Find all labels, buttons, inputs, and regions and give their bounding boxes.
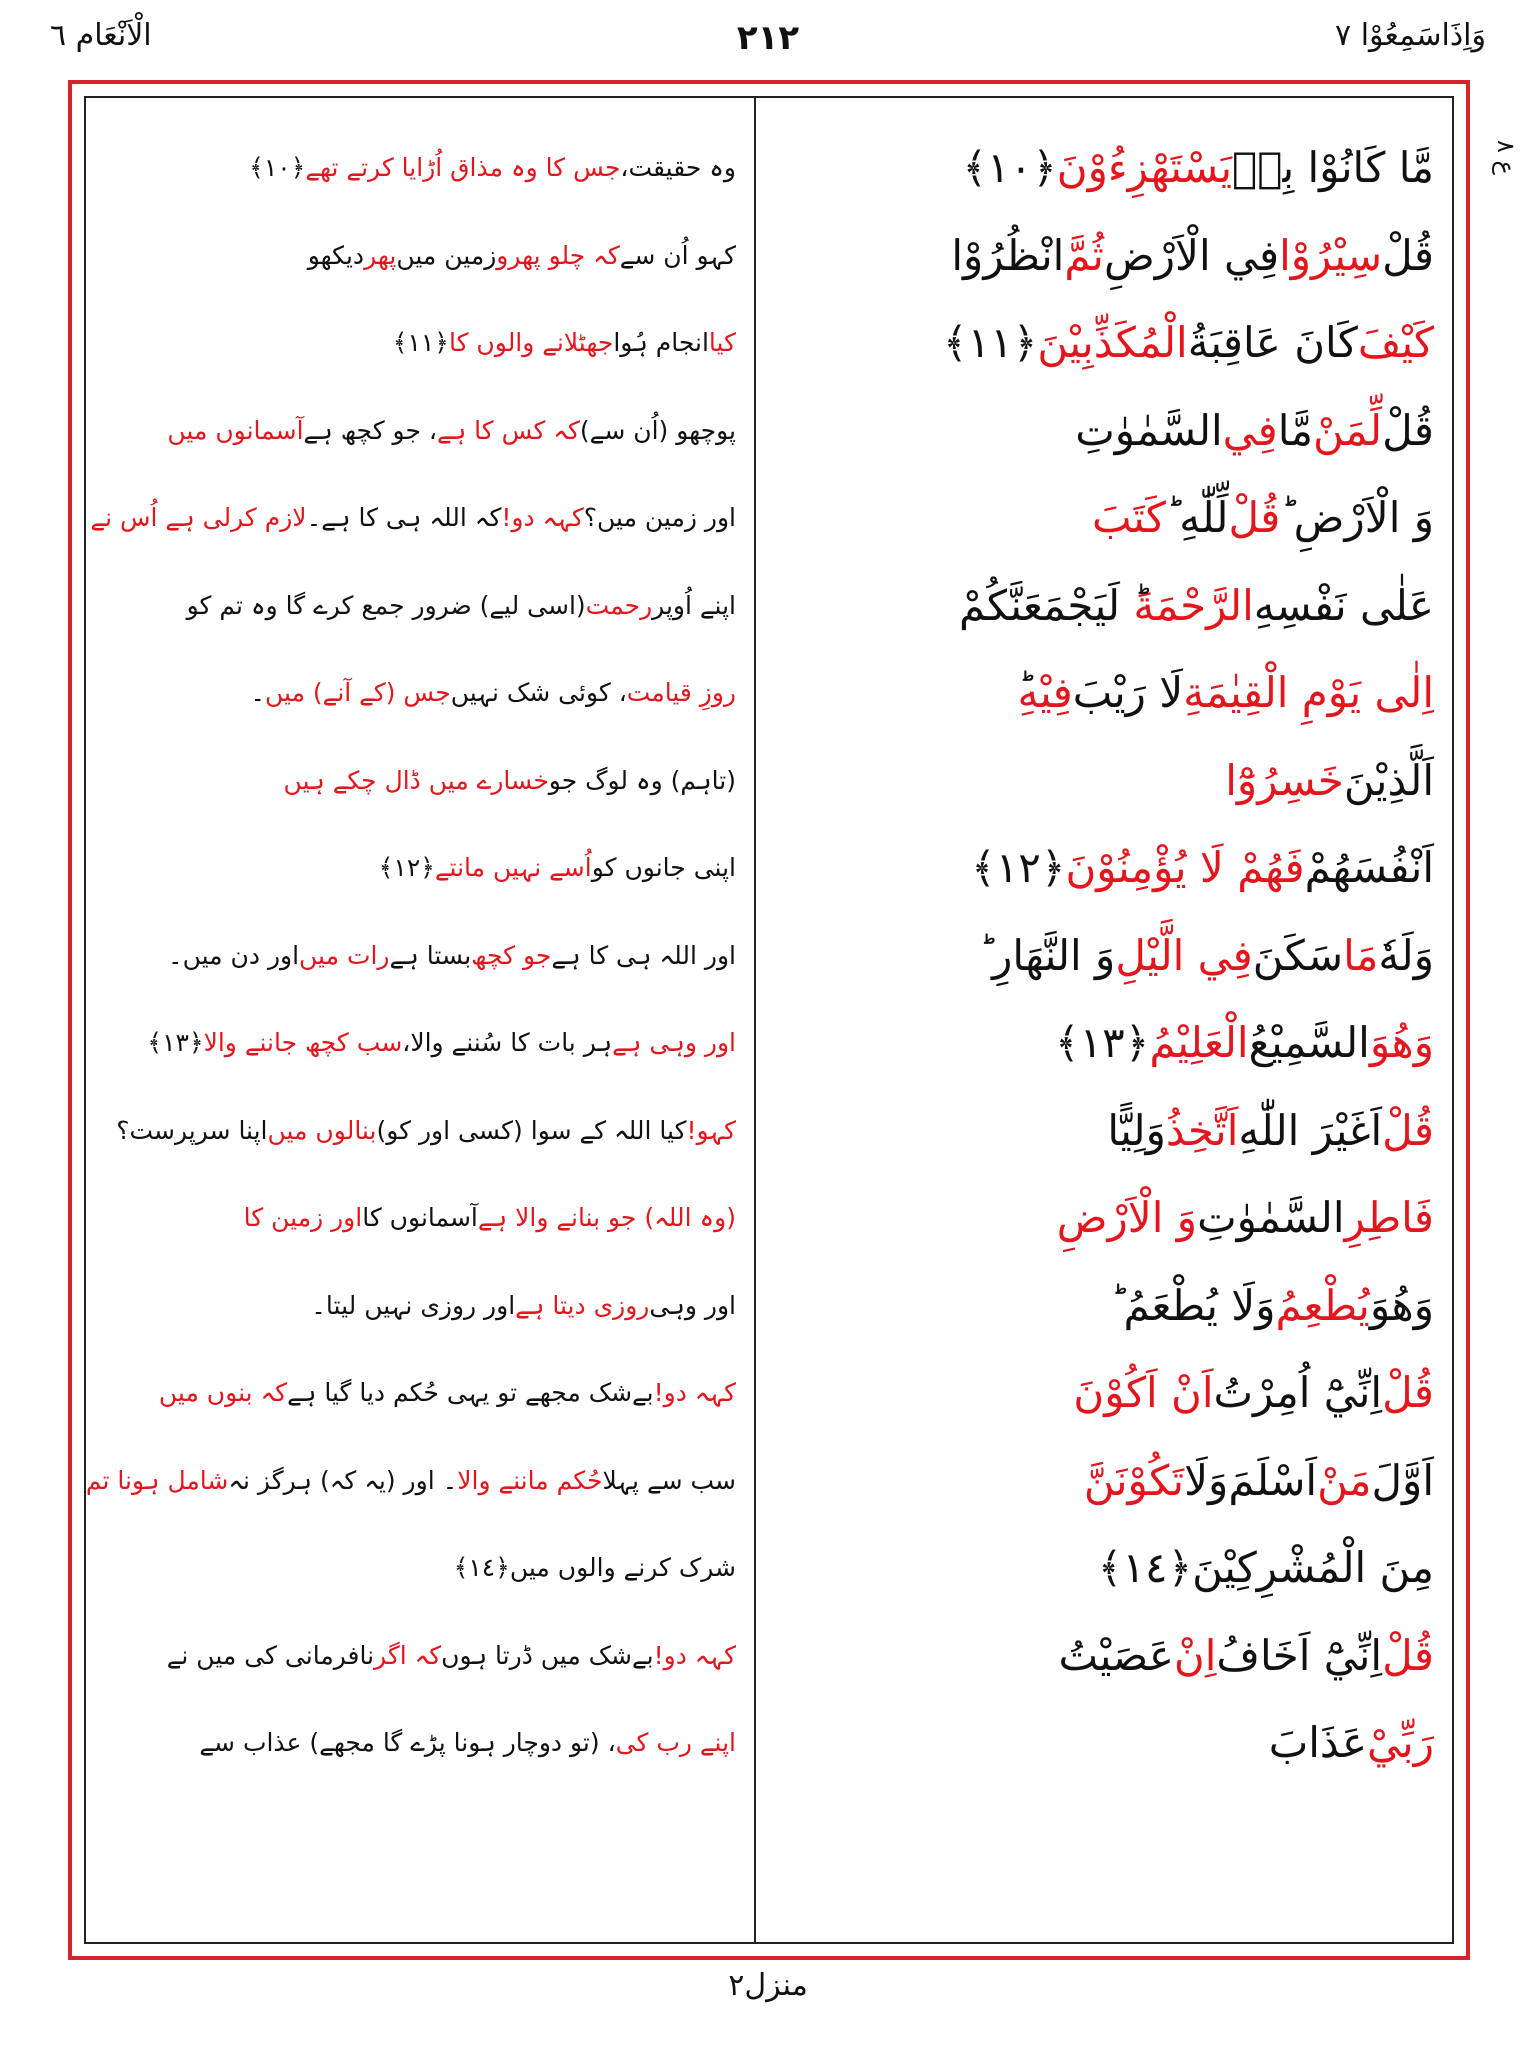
highlighted-segment: كَيْفَ [1357, 318, 1434, 368]
highlighted-segment: کہہ دو! [653, 1378, 736, 1408]
highlighted-segment: جس (کے آنے) میں [265, 678, 451, 708]
highlighted-segment: اپنے رب کی [615, 1728, 736, 1758]
highlighted-segment: مَا [1343, 930, 1379, 980]
text-segment: اَسْلَمَ [1228, 1455, 1318, 1505]
ruku-mark: ع ٨ [1492, 140, 1520, 175]
text-segment: ﴿١٣﴾ [1055, 1018, 1150, 1068]
urdu-line [104, 1612, 736, 1700]
urdu-line [104, 824, 736, 912]
urdu-line [104, 1087, 736, 1175]
arabic-line [770, 387, 1434, 475]
highlighted-segment: شامل ہونا تم [85, 1465, 229, 1495]
highlighted-segment: رات میں [299, 940, 390, 970]
urdu-translation-column [85, 124, 736, 1787]
highlighted-segment: فِي [1222, 405, 1278, 455]
text-segment: ﴿١٠﴾ [249, 153, 306, 183]
highlighted-segment: کہہ دو! [501, 503, 584, 533]
highlighted-segment: کہ چلو پھرو [496, 240, 620, 270]
text-segment: نافرمانی کی میں نے [166, 1640, 375, 1670]
highlighted-segment: وَهُوَ [1369, 1018, 1434, 1068]
arabic-line [770, 912, 1434, 1000]
page-number: ٢١٢ [736, 18, 800, 58]
highlighted-segment: حُکم ماننے والا [457, 1465, 603, 1495]
highlighted-segment: فَهُمْ لَا يُؤْمِنُوْنَ [1065, 843, 1305, 893]
highlighted-segment: روزی دیتا ہے [515, 1290, 650, 1320]
arabic-line [770, 1087, 1434, 1175]
arabic-line [770, 562, 1434, 650]
highlighted-segment: قُلْ [1382, 1630, 1434, 1680]
arabic-line [770, 999, 1434, 1087]
highlighted-segment: اَتَّخِذُ [1165, 1105, 1239, 1155]
highlighted-segment: کیا [708, 328, 736, 358]
text-segment: وَلَا [1184, 1455, 1229, 1505]
urdu-line [104, 387, 736, 475]
text-segment: السَّمِيْعُ [1248, 1018, 1370, 1068]
text-segment: ﴿١١﴾ [943, 318, 1038, 368]
manzil-label: منزل٢ [728, 1968, 808, 2003]
arabic-line [770, 1262, 1434, 1350]
text-segment: وَلَا يُطْعَمُ ؕ [1110, 1280, 1276, 1330]
highlighted-segment: مَنْ [1317, 1455, 1372, 1505]
text-segment: اَنْفُسَهُمْ [1304, 843, 1434, 893]
highlighted-segment: کہ کس کا ہے [436, 415, 580, 445]
text-segment: ، (تو دوچار ہونا پڑے گا مجھے) عذاب سے [199, 1728, 616, 1758]
text-segment: ، کوئی شک نہیں [450, 678, 627, 708]
text-segment: لَا رَيْبَ [1072, 668, 1184, 718]
text-segment: ۔ اور (یہ کہ) ہرگز نہ [228, 1465, 458, 1495]
text-segment: ﴿١١﴾ [392, 328, 449, 358]
urdu-line [104, 1349, 736, 1437]
urdu-line [104, 737, 736, 825]
text-segment: سب سے پہلا [602, 1465, 736, 1495]
highlighted-segment: اور وہی ہے [612, 1028, 736, 1058]
text-segment: شرک کرنے والوں میں [509, 1553, 736, 1583]
column-divider [754, 98, 756, 1942]
urdu-line [104, 1524, 736, 1612]
highlighted-segment: بنالوں میں [267, 1115, 377, 1145]
text-segment: اور دن میں۔ [167, 940, 300, 970]
highlighted-segment: يُطْعِمُ [1275, 1280, 1370, 1330]
arabic-line [770, 124, 1434, 212]
text-segment: لِّلّٰهِ ؕ [1165, 493, 1229, 543]
text-segment: کیا اللہ کے سوا (کسی اور کو) [376, 1115, 687, 1145]
highlighted-segment: کہو! [686, 1115, 736, 1145]
text-segment: انْظُرُوْا [951, 230, 1065, 280]
arabic-line [770, 737, 1434, 825]
urdu-line [104, 124, 736, 212]
text-segment: مِنَ الْمُشْرِكِيْنَ [1192, 1543, 1434, 1593]
highlighted-segment: فَاطِرِ [1344, 1193, 1434, 1243]
text-segment: وَ الْاَرْضِ ؕ [1280, 493, 1434, 543]
text-segment: اِنِّيْٓ اُمِرْتُ [1213, 1368, 1383, 1418]
text-segment: قُلْ [1382, 230, 1434, 280]
arabic-line [770, 1699, 1434, 1787]
text-segment: ﴿١٢﴾ [378, 853, 435, 883]
text-segment: (تاہم) وہ لوگ جو [548, 765, 736, 795]
arabic-line [770, 1174, 1434, 1262]
text-segment: ، جو کچھ ہے [303, 415, 437, 445]
highlighted-segment: قُلْ [1228, 493, 1281, 543]
text-segment: قُلْ [1382, 405, 1434, 455]
text-segment: عَلٰى نَفْسِهِ [1253, 580, 1434, 630]
urdu-line [90, 474, 736, 562]
text-segment: ﴿١٤﴾ [1097, 1543, 1193, 1593]
highlighted-segment: لازم کرلی ہے اُس نے [90, 503, 307, 533]
highlighted-segment: کہہ دو! [653, 1640, 736, 1670]
highlighted-segment: رحمت [585, 590, 653, 620]
text-segment: ۔ [250, 678, 265, 708]
urdu-line [104, 649, 736, 737]
arabic-line [770, 1524, 1434, 1612]
text-segment: اَغَيْرَ اللّٰهِ [1238, 1105, 1383, 1155]
text-segment: آسمانوں کا [362, 1203, 478, 1233]
highlighted-segment: رَبِّيْ [1367, 1718, 1434, 1768]
urdu-line [104, 1699, 736, 1787]
text-segment: اور وہی [649, 1290, 736, 1320]
para-name: وَاِذَاسَمِعُوْا ٧ [1335, 18, 1486, 53]
highlighted-segment: اَنْ اَكُوْنَ [1073, 1368, 1214, 1418]
text-segment: سَكَنَ [1252, 930, 1344, 980]
urdu-line [104, 999, 736, 1087]
highlighted-segment: كَتَبَ [1091, 493, 1166, 543]
urdu-line [104, 912, 736, 1000]
highlighted-segment: پھر [364, 240, 397, 270]
highlighted-segment: جو کچھ [471, 940, 552, 970]
arabic-line [770, 649, 1434, 737]
text-segment: ﴿١٤﴾ [453, 1553, 510, 1583]
text-segment: ﴿١٠﴾ [962, 143, 1057, 193]
text-segment: (اسی لیے) ضرور جمع کرے گا وہ تم کو [186, 590, 586, 620]
highlighted-segment: وَ الْاَرْضِ [1056, 1193, 1198, 1243]
highlighted-segment: اِلٰى يَوْمِ الْقِيٰمَةِ [1183, 668, 1434, 718]
highlighted-segment: تَكُوْنَنَّ [1083, 1455, 1185, 1505]
arabic-line [770, 1437, 1434, 1525]
highlighted-segment: جھٹلانے والوں کا [448, 328, 614, 358]
highlighted-segment: آسمانوں میں [167, 415, 304, 445]
urdu-line [104, 1262, 736, 1350]
text-segment: پوچھو (اُن سے) [579, 415, 736, 445]
highlighted-segment: اِنْ [1173, 1630, 1217, 1680]
text-segment: ﴿١٣﴾ [147, 1028, 204, 1058]
text-segment: بےشک میں ڈرتا ہوں [441, 1640, 654, 1670]
highlighted-segment: سِيْرُوْا [1279, 230, 1383, 280]
urdu-line [104, 212, 736, 300]
highlighted-segment: الرَّحْمَةَ [1133, 580, 1254, 630]
text-segment: اپنی جانوں کو [591, 853, 736, 883]
highlighted-segment: قُلْ [1382, 1105, 1434, 1155]
text-segment: مَّا كَانُوْا بِهٖ [1232, 143, 1434, 193]
urdu-line [104, 562, 736, 650]
highlighted-segment: فِي الَّيْلِ [1115, 930, 1253, 980]
text-segment: وَهُوَ [1369, 1280, 1434, 1330]
highlighted-segment: قُلْ [1382, 1368, 1434, 1418]
text-segment: ہر بات کا سُننے والا، [402, 1028, 613, 1058]
text-segment: السَّمٰوٰتِ [1197, 1193, 1345, 1243]
highlighted-segment: خسارے میں ڈال چکے ہیں [283, 765, 549, 795]
highlighted-segment: الْعَلِيْمُ [1149, 1018, 1249, 1068]
highlighted-segment: يَسْتَهْزِءُوْنَ [1056, 143, 1233, 193]
arabic-line [770, 824, 1434, 912]
highlighted-segment: لِّمَنْ [1313, 405, 1383, 455]
text-segment: وہ حقیقت، [620, 153, 736, 183]
text-segment: زمین میں [396, 240, 497, 270]
arabic-line [770, 1349, 1434, 1437]
highlighted-segment: الْمُكَذِّبِيْنَ [1037, 318, 1188, 368]
highlighted-segment: روزِ قیامت [626, 678, 736, 708]
highlighted-segment: اور زمین کا [243, 1203, 363, 1233]
text-segment: مَّا [1277, 405, 1314, 455]
text-segment: بستا ہے [389, 940, 472, 970]
text-segment: السَّمٰوٰتِ [1075, 405, 1223, 455]
text-segment: ﴿١٢﴾ [971, 843, 1066, 893]
text-segment: اَوَّلَ [1371, 1455, 1434, 1505]
text-segment: فِي الْاَرْضِ [1103, 230, 1280, 280]
surah-name: الْاَنْعَام ٦ [50, 18, 152, 53]
text-segment: دیکھو [307, 240, 365, 270]
arabic-line [770, 474, 1434, 562]
highlighted-segment: (وہ اللہ) جو بنانے والا ہے [477, 1203, 736, 1233]
text-segment: ؕ لَيَجْمَعَنَّكُمْ [959, 580, 1134, 630]
text-segment: عَذَابَ [1268, 1718, 1368, 1768]
highlighted-segment: جس کا وہ مذاق اُڑایا کرتے تھے [305, 153, 621, 183]
highlighted-segment: فِيْهِ [1017, 668, 1073, 718]
arabic-line [770, 212, 1434, 300]
highlighted-segment: کہ بنوں میں [158, 1378, 288, 1408]
text-segment: وَ النَّهَارِ ؕ [978, 930, 1116, 980]
text-segment: اور اللہ ہی کا ہے [551, 940, 736, 970]
urdu-line [85, 1437, 736, 1525]
highlighted-segment: ثُمَّ [1064, 230, 1104, 280]
text-segment: وَلِيًّا [1107, 1105, 1166, 1155]
text-segment: اپنا سرپرست؟ [116, 1115, 268, 1145]
text-segment: انجام ہُوا [613, 328, 709, 358]
highlighted-segment: کہ اگر [374, 1640, 442, 1670]
urdu-line [104, 1174, 736, 1262]
text-segment: كَانَ عَاقِبَةُ [1187, 318, 1358, 368]
highlighted-segment: اُسے نہیں مانتے [434, 853, 592, 883]
arabic-line [770, 299, 1434, 387]
text-segment: اور روزی نہیں لیتا۔ [311, 1290, 516, 1320]
text-segment: عَصَيْتُ [1058, 1630, 1174, 1680]
text-segment: کہ اللہ ہی کا ہے۔ [306, 503, 502, 533]
arabic-text-column [770, 124, 1434, 1787]
arabic-line [770, 1612, 1434, 1700]
text-segment: وَلَهٗ [1378, 930, 1434, 980]
highlighted-segment: خَسِرُوْٓا [1225, 755, 1344, 805]
text-segment: اَلَّذِيْنَ [1343, 755, 1434, 805]
text-segment: کہو اُن سے [619, 240, 736, 270]
urdu-line [104, 299, 736, 387]
text-segment: بےشک مجھے تو یہی حُکم دیا گیا ہے [287, 1378, 654, 1408]
highlighted-segment: سب کچھ جاننے والا [203, 1028, 403, 1058]
text-segment: اِنِّيْٓ اَخَافُ [1216, 1630, 1383, 1680]
text-segment: اپنے اُوپر [652, 590, 736, 620]
text-segment: اور زمین میں؟ [583, 503, 736, 533]
